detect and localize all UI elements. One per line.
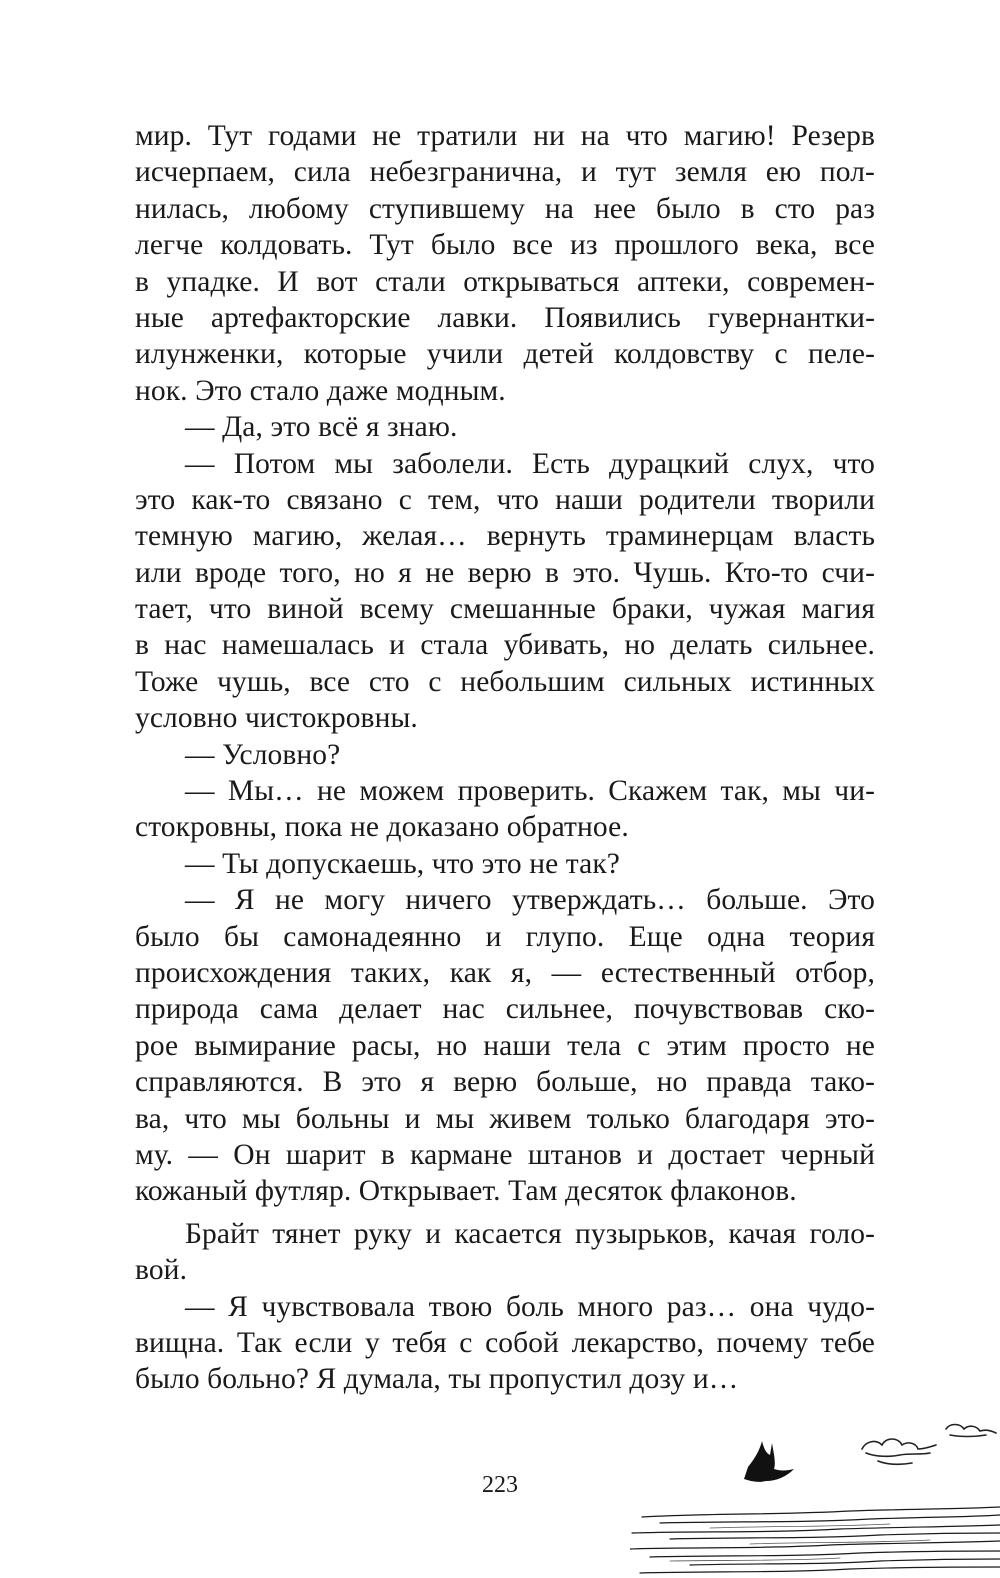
text-line: ва, что мы больны и мы живем только благодаря это- xyxy=(135,1102,875,1135)
text-line: было бы самонадеянно и глупо. Еще одна теория xyxy=(135,920,875,953)
text-line: — Потом мы заболели. Есть дурацкий слух, что xyxy=(185,447,875,480)
text-line: — Да, это всё я знаю. xyxy=(185,411,458,444)
text-line: Брайт тянет руку и касается пузырьков, качая голо- xyxy=(185,1217,875,1250)
text-line: илунженки, которые учили детей колдовству с пеле- xyxy=(135,338,875,371)
text-line: в нас намешалась и стала убивать, но делать сильнее. xyxy=(135,629,875,662)
text-line: — Я не могу ничего утверждать… больше. Это xyxy=(185,884,875,917)
text-line: темную магию, желая… вернуть траминерцам власть xyxy=(135,520,875,553)
text-line: Тоже чушь, все сто с небольшим сильных истинных xyxy=(135,665,875,698)
text-line: или вроде того, но я не верю в это. Чушь. Кто-то счи- xyxy=(135,556,875,589)
text-line: кожаный футляр. Открывает. Там десяток флаконов. xyxy=(135,1175,797,1208)
text-line: рое вымирание расы, но наши тела с этим просто не xyxy=(135,1029,875,1062)
text-line: справляются. В это я верю больше, но правда тако- xyxy=(135,1066,875,1099)
page-number: 223 xyxy=(482,1472,518,1498)
text-line: — Я чувствовала твою боль много раз… она чудо- xyxy=(185,1290,875,1323)
text-line: в упадке. И вот стали открываться аптеки, современ- xyxy=(135,265,875,298)
text-line: стокровны, пока не доказано обратное. xyxy=(135,811,629,844)
text-line: — Условно? xyxy=(185,738,341,771)
text-line: условно чистокровны. xyxy=(135,702,418,735)
text-line: нилась, любому ступившему на нее было в сто раз xyxy=(135,192,875,225)
bird-icon xyxy=(744,1441,794,1482)
text-line: происхождения таких, как я, — естественный отбор, xyxy=(135,956,875,989)
text-line: мир. Тут годами не тратили ни на что магию! Резерв xyxy=(135,120,875,152)
text-line: это как-то связано с тем, что наши родители творили xyxy=(135,483,875,516)
text-line: природа сама делает нас сильнее, почувствовав ско- xyxy=(135,993,875,1026)
text-line: нок. Это стало даже модным. xyxy=(135,374,506,407)
text-line: му. — Он шарит в кармане штанов и достает черный xyxy=(135,1138,875,1171)
text-line: вой. xyxy=(135,1254,188,1287)
text-line: легче колдовать. Тут было все из прошлого века, все xyxy=(135,229,875,262)
text-line: — Мы… не можем проверить. Скажем так, мы чи- xyxy=(185,775,875,808)
text-line: ные артефакторские лавки. Появились гувернантки- xyxy=(135,301,875,334)
text-line: вищна. Так если у тебя с собой лекарство, почему тебе xyxy=(135,1326,875,1359)
text-line: было больно? Я думала, ты пропустил дозу и… xyxy=(135,1363,739,1396)
body-text xyxy=(135,118,875,1398)
text-line: — Ты допускаешь, что это не так? xyxy=(185,847,620,880)
text-line: исчерпаем, сила небезгранична, и тут земля ею пол- xyxy=(135,156,875,189)
bird-over-sea-illustration xyxy=(630,1405,1000,1578)
text-line: тает, что виной всему смешанные браки, чужая магия xyxy=(135,593,875,626)
